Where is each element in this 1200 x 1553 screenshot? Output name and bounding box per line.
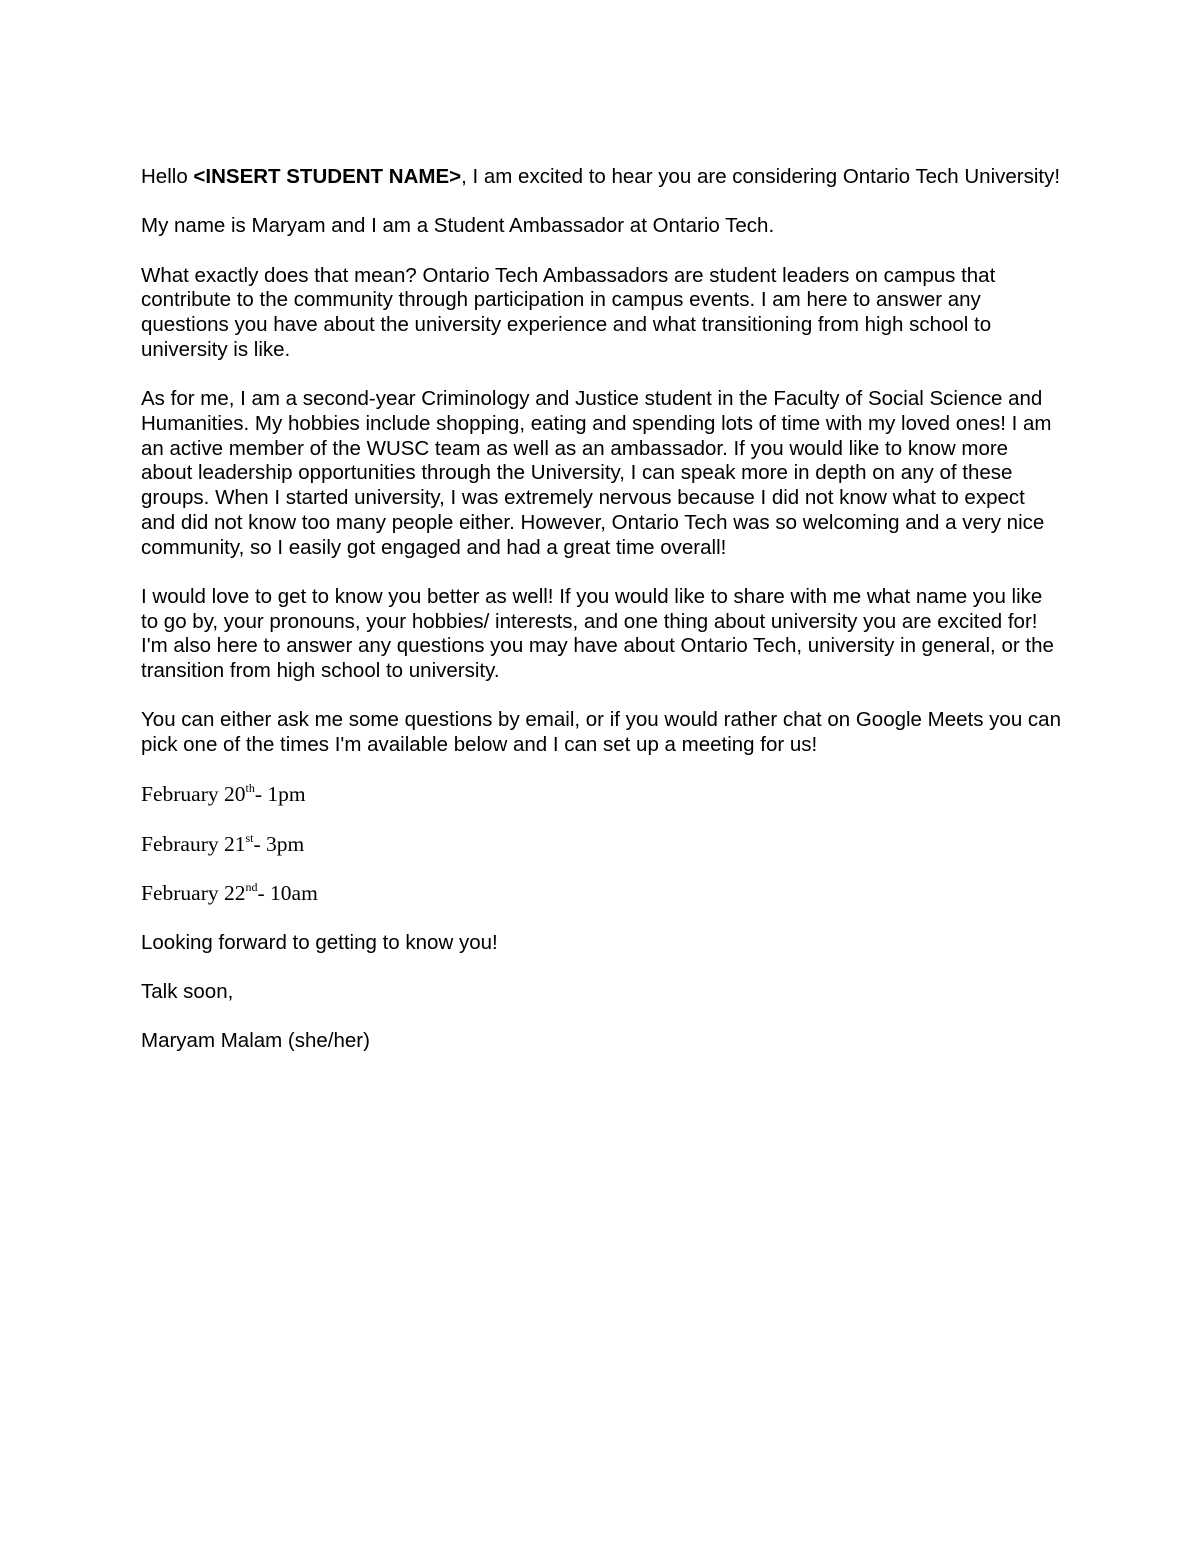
greeting-rest: , I am excited to hear you are considering Ontario Tech University! [461,165,1061,188]
time-slot-date: February 20 [141,782,246,807]
time-slot-date-suffix: nd [245,880,258,895]
student-name-placeholder: <INSERT STUDENT NAME> [193,165,462,188]
time-slot-1 [141,782,1061,807]
invite-paragraph: I would love to get to know you better as well! If you would like to share with me what name you like to go by, your pronouns, your hobbies/ interests, and one thing about university you are excited for! I'm also here to answer any questions you may have about Ontario Tech, university in general, or the transition from high school to university. [141,584,1054,682]
greeting-paragraph [141,165,1061,190]
about-paragraph: As for me, I am a second-year Criminology and Justice student in the Faculty of Social Science and Humanities. My hobbies include shopping, eating and spending lots of time with my loved ones! I am an active member of the WUSC team as well as an ambassador. If you would like to know more about leadership opportunities through the University, I can speak more in depth on any of these groups. When I started university, I was extremely nervous because I did not know what to expect and did not know too many people either. However, Ontario Tech was so welcoming and a very nice community, so I easily got engaged and had a great time overall! [141,387,1052,559]
time-slot-date: Febraury 21 [141,831,246,856]
signature: Maryam Malam (she/her) [141,1029,370,1053]
intro-paragraph: My name is Maryam and I am a Student Ambassador at Ontario Tech. [141,214,775,238]
time-slot-date: February 22 [141,881,246,906]
ambassador-paragraph: What exactly does that mean? Ontario Tech Ambassadors are student leaders on campus that contribute to the community through participation in campus events. I am here to answer any questions you have about the university experience and what transitioning from high school to university is like. [141,263,996,361]
signoff: Talk soon, [141,980,234,1004]
greeting-hello: Hello [141,165,194,188]
time-slot-2 [141,832,1061,857]
time-slot-date-suffix: th [245,781,255,796]
time-slot-3 [141,881,1061,906]
meeting-paragraph: You can either ask me some questions by email, or if you would rather chat on Google Meets you can pick one of the times I'm available below and I can set up a meeting for us! [141,708,1061,757]
letter-body [141,165,1061,1079]
time-slot-time: - 3pm [253,831,305,856]
time-slot-time: - 10am [257,881,318,906]
time-slot-date-suffix: st [245,830,254,845]
time-slot-time: - 1pm [254,782,306,807]
closing-paragraph: Looking forward to getting to know you! [141,930,498,954]
